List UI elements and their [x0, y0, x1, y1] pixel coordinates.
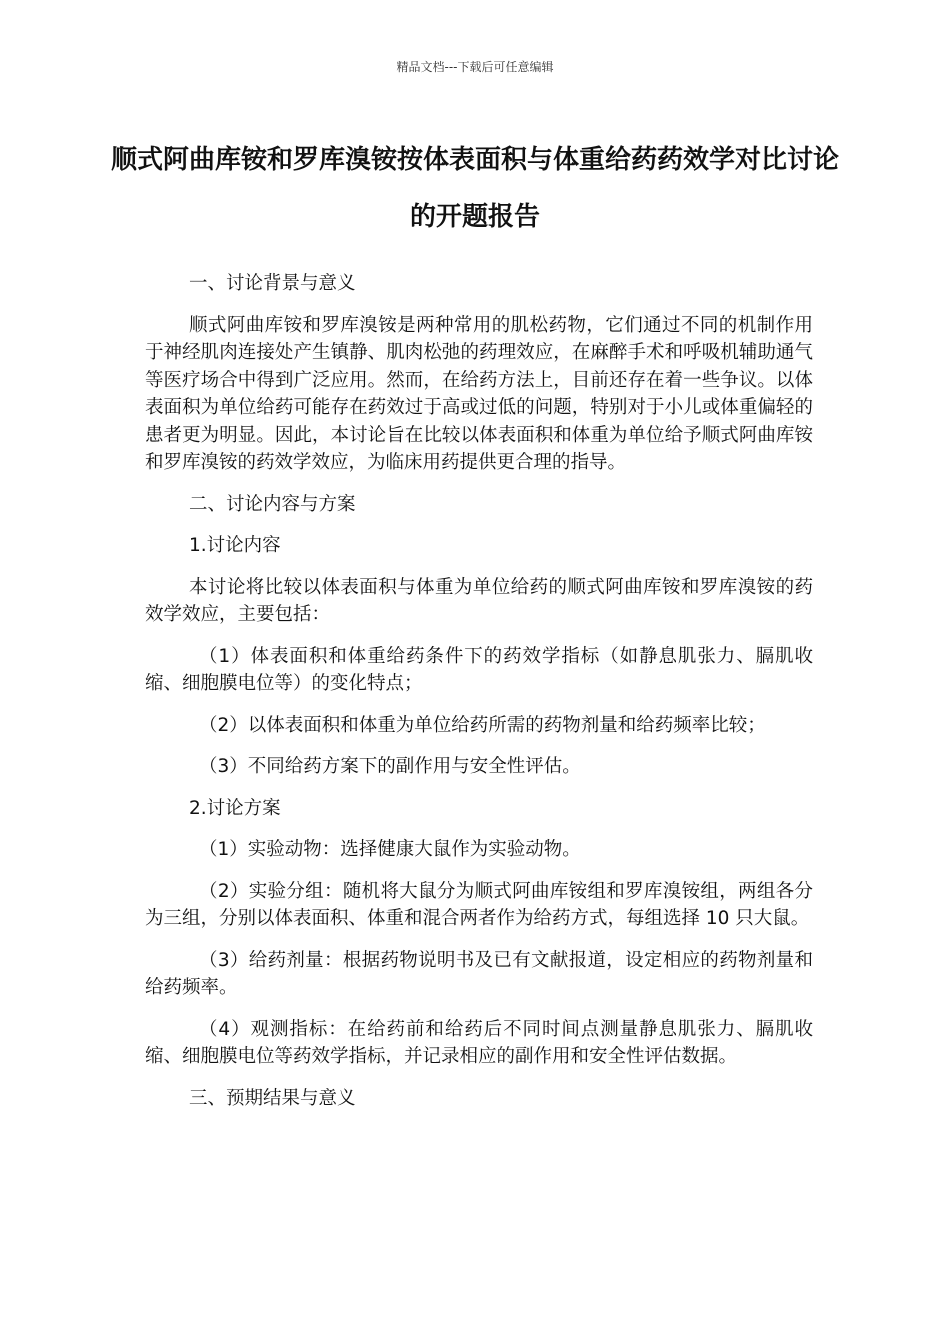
document-title: 顺式阿曲库铵和罗库溴铵按体表面积与体重给药药效学对比讨论的开题报告 [110, 145, 839, 232]
paragraph-content-intro: 本讨论将比较以体表面积与体重为单位给药的顺式阿曲库铵和罗库溴铵的药效学效应，主要包括： [145, 576, 813, 625]
page-header: 精品文档---下载后可任意编辑 [396, 60, 554, 74]
paragraph-background: 顺式阿曲库铵和罗库溴铵是两种常用的肌松药物，它们通过不同的机制作用于神经肌肉连接处产生镇静、肌肉松弛的药理效应，在麻醉手术和呼吸机辅助通气等医疗场合中得到广泛应用。然而，在给药方法上，目前还存在着一些争议。以体表面积为单位给药可能存在药效过于高或过低的问题，特别对于小儿或体重偏轻的患者更为明显。因此，本讨论旨在比较以体表面积和体重为单位给予顺式阿曲库铵和罗库溴铵的药效学效应，为临床用药提供更合理的指导。 [145, 314, 813, 473]
subheading-plan: 2.讨论方案 [189, 797, 281, 819]
list-item-plan-1: （1）实验动物：选择健康大鼠作为实验动物。 [199, 839, 581, 860]
list-item-content-1: （1）体表面积和体重给药条件下的药效学指标（如静息肌张力、膈肌收缩、细胞膜电位等）的变化特点； [145, 645, 813, 694]
list-item-plan-2: （2）实验分组：随机将大鼠分为顺式阿曲库铵组和罗库溴铵组，两组各分为三组，分别以体表面积、体重和混合两者作为给药方式，每组选择 10 只大鼠。 [145, 880, 813, 929]
list-item-plan-4: （4）观测指标：在给药前和给药后不同时间点测量静息肌张力、膈肌收缩、细胞膜电位等药效学指标，并记录相应的副作用和安全性评估数据。 [145, 1018, 813, 1067]
subheading-content: 1.讨论内容 [189, 535, 281, 556]
section-heading-background: 一、讨论背景与意义 [189, 273, 356, 294]
list-item-content-2: （2）以体表面积和体重为单位给药所需的药物剂量和给药频率比较； [199, 714, 766, 736]
list-item-content-3: （3）不同给药方案下的副作用与安全性评估。 [199, 756, 581, 777]
document-body [145, 270, 813, 1126]
section-heading-content-plan: 二、讨论内容与方案 [189, 493, 356, 515]
list-item-plan-3: （3）给药剂量：根据药物说明书及已有文献报道，设定相应的药物剂量和给药频率。 [145, 949, 813, 998]
section-heading-expected-results: 三、预期结果与意义 [189, 1087, 356, 1109]
